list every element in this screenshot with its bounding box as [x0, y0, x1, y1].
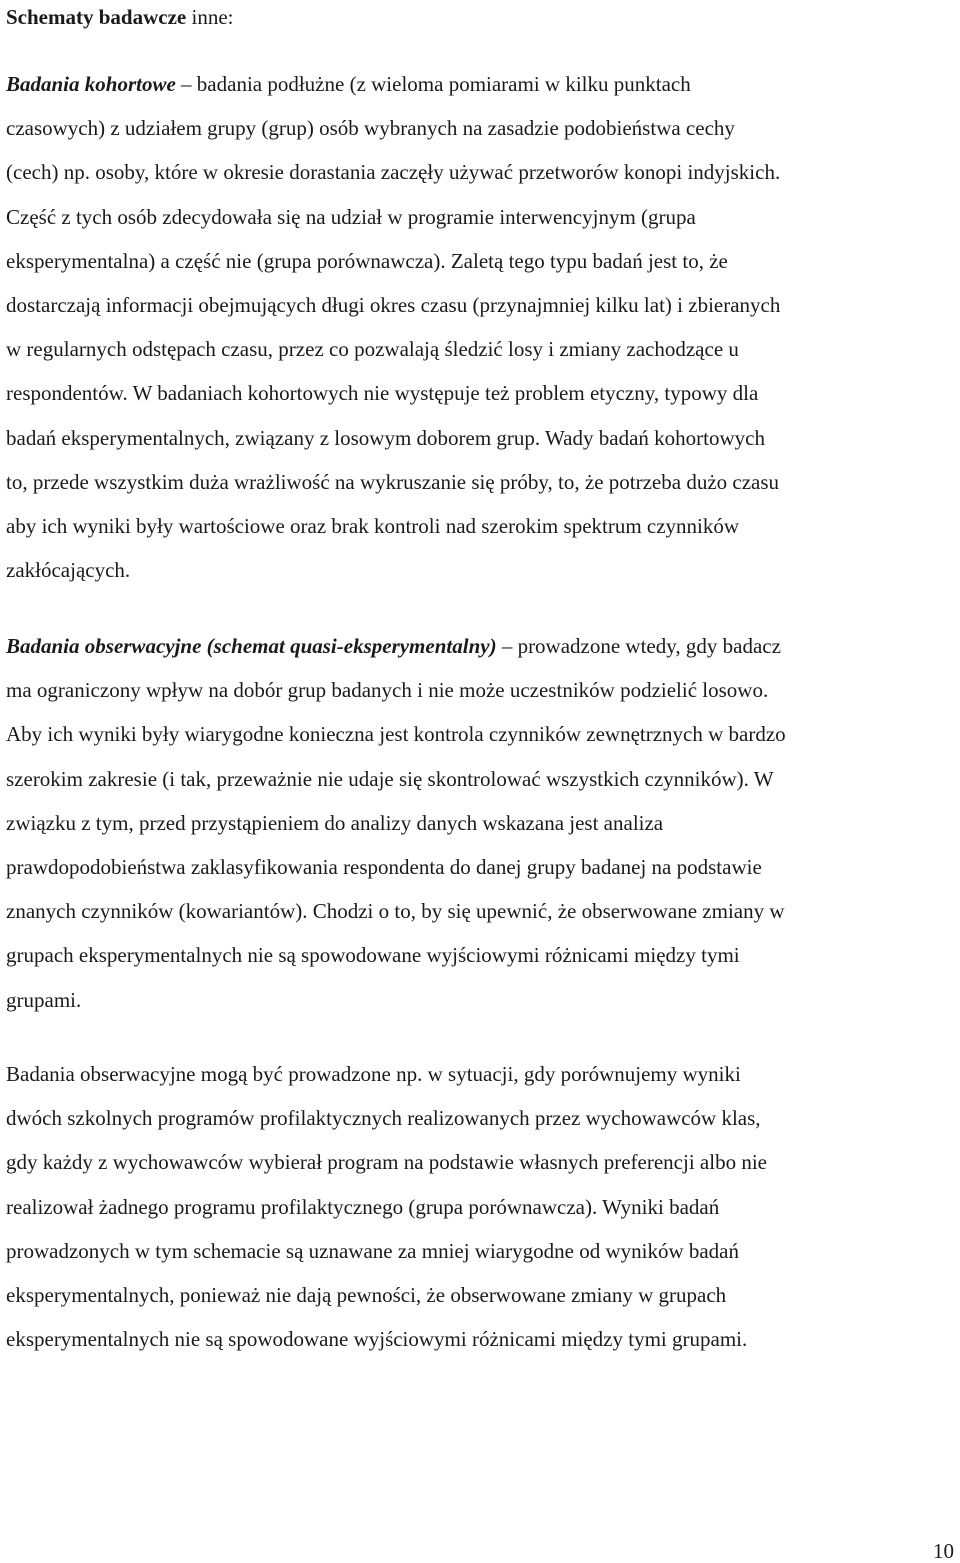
section-heading-rest: inne: [186, 5, 234, 29]
paragraph-line: badań eksperymentalnych, związany z losowym doborem grup. Wady badań kohortowych [6, 425, 765, 450]
paragraph-line: eksperymentalnych nie są spowodowane wyjściowymi różnicami między tymi grupami. [6, 1327, 748, 1352]
paragraph-line: eksperymentalna) a część nie (grupa porównawcza). Zaletą tego typu badań jest to, że [6, 248, 728, 273]
term-observational-studies: Badania obserwacyjne (schemat quasi-eksperymentalny) [6, 634, 497, 658]
paragraph-line: dwóch szkolnych programów profilaktycznych realizowanych przez wychowawców klas, [6, 1106, 761, 1131]
paragraph-line: gdy każdy z wychowawców wybierał program na podstawie własnych preferencji albo nie [6, 1150, 767, 1175]
paragraph-line: Badania kohortowe – badania podłużne (z wieloma pomiarami w kilku punktach [6, 72, 691, 96]
paragraph-line: ma ograniczony wpływ na dobór grup badanych i nie może uczestników podzielić losowo. [6, 678, 769, 703]
paragraph-line: to, przede wszystkim duża wrażliwość na wykruszanie się próby, to, że potrzeba dużo czasu [6, 469, 780, 494]
term-cohort-studies: Badania kohortowe [6, 72, 176, 96]
paragraph-line: czasowych) z udziałem grupy (grup) osób wybranych na zasadzie podobieństwa cechy [6, 116, 735, 141]
paragraph-line: dostarczają informacji obejmujących długi okres czasu (przynajmniej kilku lat) i zbieranych [6, 293, 781, 318]
paragraph-line: Badania obserwacyjne (schemat quasi-eksperymentalny) – prowadzone wtedy, gdy badacz [6, 634, 781, 658]
paragraph-line: związku z tym, przed przystąpieniem do analizy danych wskazana jest analiza [6, 810, 664, 835]
paragraph-line: w regularnych odstępach czasu, przez co pozwalają śledzić losy i zmiany zachodzące u [6, 337, 739, 362]
paragraph-line: realizował żadnego programu profilaktycznego (grupa porównawcza). Wyniki badań [6, 1194, 720, 1219]
paragraph-line: grupach eksperymentalnych nie są spowodowane wyjściowymi różnicami między tymi [6, 943, 740, 968]
paragraph-line: aby ich wyniki były wartościowe oraz brak kontroli nad szerokim spektrum czynników [6, 514, 740, 539]
section-heading [6, 2, 233, 32]
paragraph-line: (cech) np. osoby, które w okresie dorastania zaczęły używać przetworów konopi indyjskich. [6, 160, 781, 185]
paragraph-line: zakłócających. [6, 558, 131, 583]
paragraph-observational-studies [6, 624, 954, 1022]
page-number: 10 [933, 1539, 954, 1563]
paragraph-line: Aby ich wyniki były wiarygodne konieczna jest kontrola czynników zewnętrznych w bardzo [6, 722, 786, 747]
paragraph-line: eksperymentalnych, ponieważ nie dają pewności, że obserwowane zmiany w grupach [6, 1283, 727, 1308]
paragraph-observational-example [6, 1052, 954, 1361]
paragraph-line: Badania obserwacyjne mogą być prowadzone np. w sytuacji, gdy porównujemy wyniki [6, 1062, 741, 1086]
paragraph-line: Część z tych osób zdecydowała się na udział w programie interwencyjnym (grupa [6, 204, 696, 229]
paragraph-line: szerokim zakresie (i tak, przeważnie nie udaje się skontrolować wszystkich czynników). W [6, 766, 774, 791]
paragraph-line: prowadzonych w tym schemacie są uznawane za mniej wiarygodne od wyników badań [6, 1238, 740, 1263]
paragraph-line: grupami. [6, 987, 82, 1012]
section-heading-bold: Schematy badawcze [6, 5, 187, 29]
paragraph-cohort-studies [6, 62, 954, 592]
paragraph-line: znanych czynników (kowariantów). Chodzi o to, by się upewnić, że obserwowane zmiany w [6, 899, 785, 924]
paragraph-line: prawdopodobieństwa zaklasyfikowania respondenta do danej grupy badanej na podstawie [6, 855, 762, 880]
paragraph-line: respondentów. W badaniach kohortowych nie występuje też problem etyczny, typowy dla [6, 381, 759, 406]
